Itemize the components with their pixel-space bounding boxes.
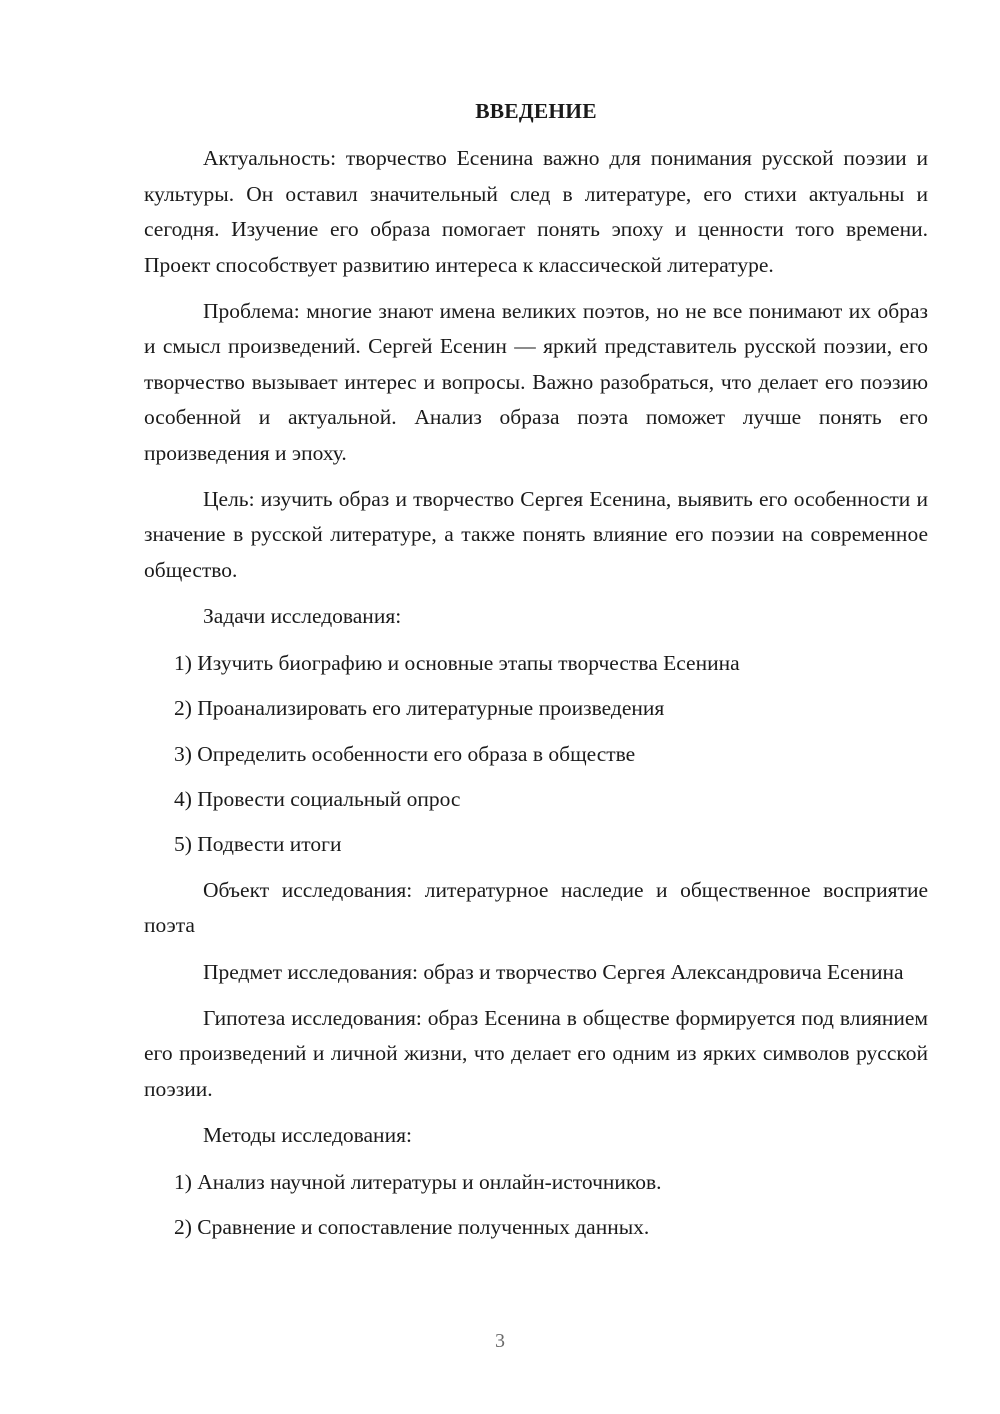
list-item: 2) Сравнение и сопоставление полученных данных. <box>174 1214 650 1239</box>
object-paragraph: Объект исследования: литературное наследие и общественное восприятие поэта <box>144 877 928 938</box>
subject-paragraph: Предмет исследования: образ и творчество Сергея Александровича Есенина <box>203 959 904 984</box>
section-title: ВВЕДЕНИЕ <box>475 99 597 123</box>
page-number: 3 <box>495 1330 505 1352</box>
list-item: 2) Проанализировать его литературные произведения <box>174 696 665 721</box>
methods-heading: Методы исследования: <box>203 1123 412 1148</box>
list-item: 5) Подвести итоги <box>174 832 342 857</box>
methods-list <box>144 1165 928 1246</box>
page-content <box>144 94 928 1255</box>
problem-paragraph: Проблема: многие знают имена великих поэтов, но не все понимают их образ и смысл произведений. Сергей Есенин — яркий представитель русской поэзии, его творчество вызывает интерес и вопросы. Важно разобраться, что делает его поэзию особенной и актуальной. Анализ образа поэта поможет лучше понять его произведения и эпоху. <box>144 299 928 465</box>
list-item: 1) Анализ научной литературы и онлайн-источников. <box>174 1169 662 1194</box>
list-item: 1) Изучить биографию и основные этапы творчества Есенина <box>174 650 740 675</box>
goal-paragraph: Цель: изучить образ и творчество Сергея Есенина, выявить его особенности и значение в русской литературе, а также понять влияние его поэзии на современное общество. <box>144 487 928 582</box>
tasks-list <box>144 646 928 863</box>
tasks-heading: Задачи исследования: <box>203 604 402 629</box>
relevance-paragraph: Актуальность: творчество Есенина важно для понимания русской поэзии и культуры. Он оставил значительный след в литературе, его стихи актуальны и сегодня. Изучение его образа помогает понять эпоху и ценности того времени. Проект способствует развитию интереса к классической литературе. <box>144 146 928 277</box>
list-item: 4) Провести социальный опрос <box>174 786 461 811</box>
list-item: 3) Определить особенности его образа в обществе <box>174 741 636 766</box>
hypothesis-paragraph: Гипотеза исследования: образ Есенина в обществе формируется под влиянием его произведений и личной жизни, что делает его одним из ярких символов русской поэзии. <box>144 1005 928 1101</box>
